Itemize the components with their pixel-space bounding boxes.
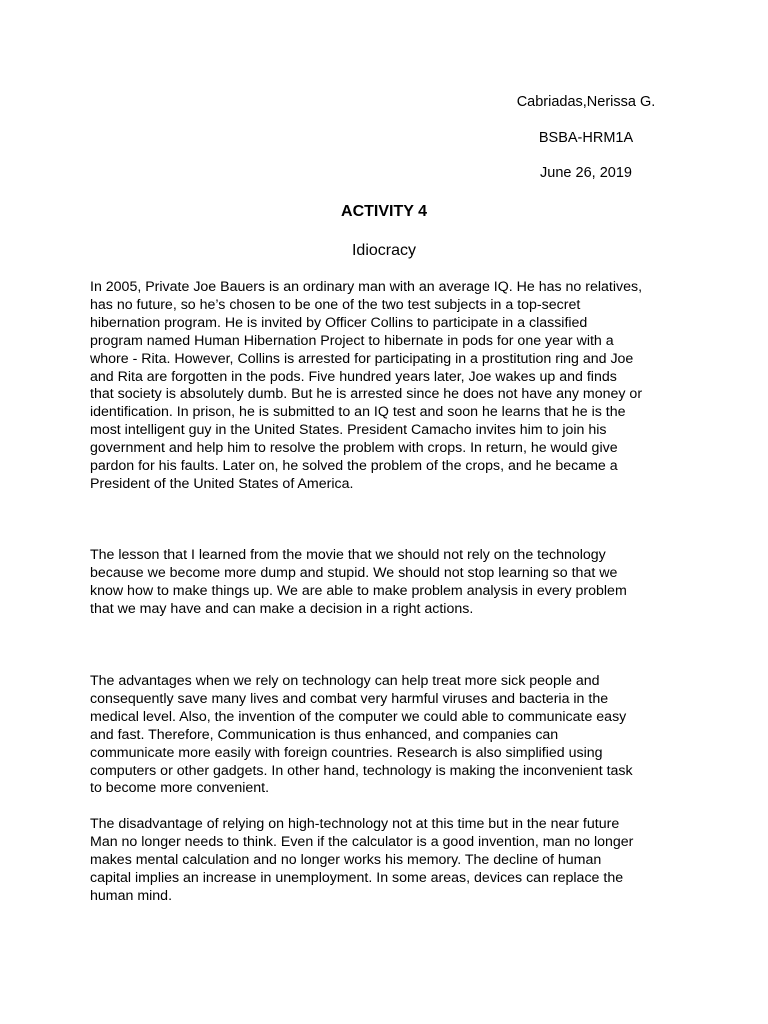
paragraph-line: because we become more dump and stupid. We should not stop learning so that we bbox=[90, 564, 618, 581]
course-section: BSBA-HRM1A bbox=[538, 130, 634, 146]
movie-subtitle: Idiocracy bbox=[351, 242, 417, 259]
paragraph-line: communicate more easily with foreign countries. Research is also simplified using bbox=[90, 744, 603, 761]
paragraph-line: and Rita are forgotten in the pods. Five hundred years later, Joe wakes up and finds bbox=[90, 368, 617, 385]
paragraph-line: Man no longer needs to think. Even if the calculator is a good invention, man no longer bbox=[90, 833, 634, 850]
author-name: Cabriadas,Nerissa G. bbox=[516, 94, 656, 110]
paragraph-line: government and help him to resolve the problem with crops. In return, he would give bbox=[90, 440, 618, 457]
paragraph-line: that we may have and can make a decision in a right actions. bbox=[90, 600, 474, 617]
paragraph-line: has no future, so he’s chosen to be one of the two test subjects in a top-secret bbox=[90, 296, 581, 313]
paragraph-line: pardon for his faults. Later on, he solved the problem of the crops, and he became a bbox=[90, 458, 618, 475]
paragraph-line: computers or other gadgets. In other hand, technology is making the inconvenient task bbox=[90, 762, 633, 779]
lesson-paragraph bbox=[90, 547, 690, 619]
paragraph-line: In 2005, Private Joe Bauers is an ordinary man with an average IQ. He has no relatives, bbox=[90, 279, 643, 295]
activity-title: ACTIVITY 4 bbox=[341, 203, 427, 220]
paragraph-line: identification. In prison, he is submitted to an IQ test and soon he learns that he is the bbox=[90, 404, 626, 421]
paragraph-line: to become more convenient. bbox=[90, 780, 270, 797]
paragraph-line: The advantages when we rely on technology can help treat more sick people and bbox=[90, 673, 600, 689]
paragraph-line: human mind. bbox=[90, 887, 173, 904]
paragraph-line: medical level. Also, the invention of the computer we could able to communicate easy bbox=[90, 708, 627, 725]
paragraph-line: President of the United States of America. bbox=[90, 475, 354, 492]
paragraph-line: that society is absolutely dumb. But he is arrested since he does not have any money or bbox=[90, 386, 643, 403]
paragraph-line: know how to make things up. We are able to make problem analysis in every problem bbox=[90, 582, 627, 599]
paragraph-line: The disadvantage of relying on high-technology not at this time but in the near future bbox=[90, 816, 620, 832]
paragraph-line: program named Human Hibernation Project to hibernate in pods for one year with a bbox=[90, 332, 614, 349]
disadvantages-paragraph bbox=[90, 816, 690, 906]
paragraph-line: makes mental calculation and no longer works his memory. The decline of human bbox=[90, 851, 602, 868]
advantages-paragraph bbox=[90, 673, 690, 798]
paragraph-line: consequently save many lives and combat very harmful viruses and bacteria in the bbox=[90, 690, 609, 707]
paragraph-line: hibernation program. He is invited by Officer Collins to participate in a classified bbox=[90, 314, 588, 331]
document-date: June 26, 2019 bbox=[540, 165, 632, 181]
paragraph-line: and fast. Therefore, Communication is thus enhanced, and companies can bbox=[90, 726, 559, 743]
summary-paragraph bbox=[90, 279, 690, 494]
paragraph-line: most intelligent guy in the United States. President Camacho invites him to join his bbox=[90, 422, 607, 439]
paragraph-line: whore - Rita. However, Collins is arrested for participating in a prostitution ring and Joe bbox=[90, 350, 634, 367]
paragraph-line: The lesson that I learned from the movie that we should not rely on the technology bbox=[90, 547, 606, 563]
paragraph-line: capital implies an increase in unemployment. In some areas, devices can replace the bbox=[90, 869, 624, 886]
